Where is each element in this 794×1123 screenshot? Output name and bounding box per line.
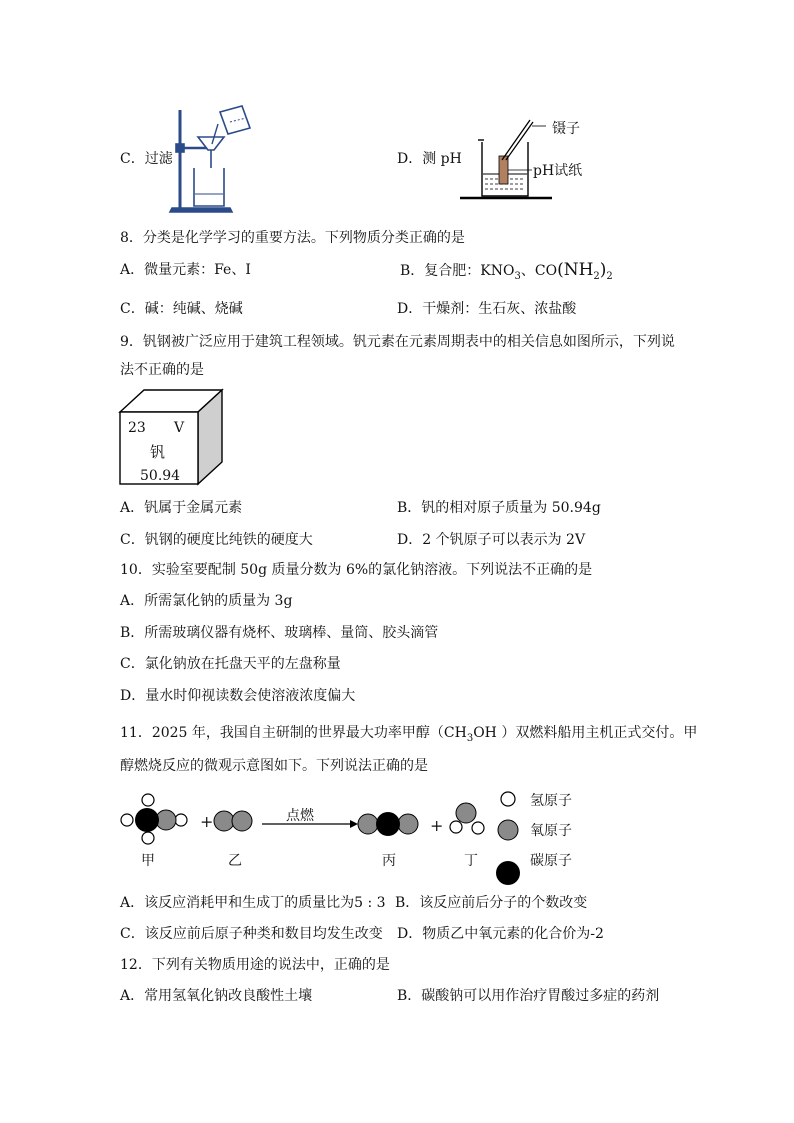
label-tweezers: 镊子	[552, 121, 580, 137]
legend-oxygen-label: 氧原子	[530, 823, 572, 839]
plus-sign-1: +	[200, 812, 214, 831]
label-ding: 丁	[464, 853, 478, 869]
q11-option-b: B．该反应前后分子的个数改变	[395, 895, 588, 911]
label-bing: 丙	[382, 853, 396, 869]
q11-stem-line2: 醇燃烧反应的微观示意图如下。下列说法正确的是	[120, 758, 428, 774]
q11-option-a: A．该反应消耗甲和生成丁的质量比为5 : 3	[120, 895, 386, 911]
q12-option-b: B．碳酸钠可以用作治疗胃酸过多症的药剂	[397, 988, 660, 1004]
reaction-condition: 点燃	[286, 808, 314, 824]
label-jia: 甲	[141, 853, 155, 869]
q10-option-c: C．氯化钠放在托盘天平的左盘称量	[120, 656, 341, 672]
q8-stem: 8．分类是化学学习的重要方法。下列物质分类正确的是	[120, 230, 465, 246]
q10-option-b: B．所需玻璃仪器有烧杯、玻璃棒、量筒、胶头滴管	[120, 625, 439, 641]
label-yi: 乙	[228, 853, 242, 869]
q9-option-b: B．钒的相对原子质量为 50.94g	[397, 500, 601, 516]
q10-stem: 10．实验室要配制 50g 质量分数为 6%的氯化钠溶液。下列说法不正确的是	[120, 562, 593, 578]
legend-carbon-dot	[496, 861, 520, 889]
q9-option-a: A．钒属于金属元素	[120, 500, 243, 516]
cell-element-name: 钒	[150, 443, 166, 461]
q9-option-d: D．2 个钒原子可以表示为 2V	[397, 532, 586, 548]
q8-option-a: A．微量元素：Fe、I	[120, 262, 251, 278]
q8-option-b: B．复合肥：$KNO_3$、$CO(NH_2)_2$	[400, 260, 613, 282]
q10-option-a: A．所需氯化钠的质量为 3g	[120, 593, 293, 609]
q8-option-c: C．碱：纯碱、烧碱	[120, 301, 243, 317]
q12-option-a: A．常用氢氧化钠改良酸性土壤	[120, 988, 313, 1004]
q9-stem-line1: 9．钒钢被广泛应用于建筑工程领域。钒元素在元素周期表中的相关信息如图所示，下列说	[120, 334, 675, 350]
legend-carbon-label: 碳原子	[530, 853, 572, 869]
cell-atomic-number: 23	[128, 420, 146, 436]
q9-stem-line2: 法不正确的是	[120, 362, 204, 378]
q10-option-d: D．量水时仰视读数会使溶液浓度偏大	[120, 688, 356, 704]
q7-option-c: C．过滤	[120, 151, 173, 167]
plus-sign-2: +	[430, 816, 444, 835]
q11-stem-line1: 11．2025 年，我国自主研制的世界最大功率甲醇（$CH_3OH$ ）双燃料船用主机正式交付。甲	[120, 725, 698, 744]
cell-atomic-mass: 50.94	[140, 468, 181, 484]
q11-option-c: C．该反应前后原子种类和数目均发生改变	[120, 926, 383, 942]
q12-stem: 12．下列有关物质用途的说法中，正确的是	[120, 957, 390, 973]
q8-option-d: D．干燥剂：生石灰、浓盐酸	[397, 301, 577, 317]
q11-option-d: D．物质乙中氧元素的化合价为-2	[397, 926, 604, 942]
legend-hydrogen-label: 氢原子	[530, 793, 572, 809]
cell-symbol: V	[174, 420, 185, 436]
reaction-diagram	[116, 788, 596, 852]
label-ph-paper: pH试纸	[533, 163, 583, 179]
q7-option-d: D．测 pH	[397, 151, 462, 167]
filtration-apparatus-figure	[168, 104, 258, 220]
q9-option-c: C．钒钢的硬度比纯铁的硬度大	[120, 532, 313, 548]
